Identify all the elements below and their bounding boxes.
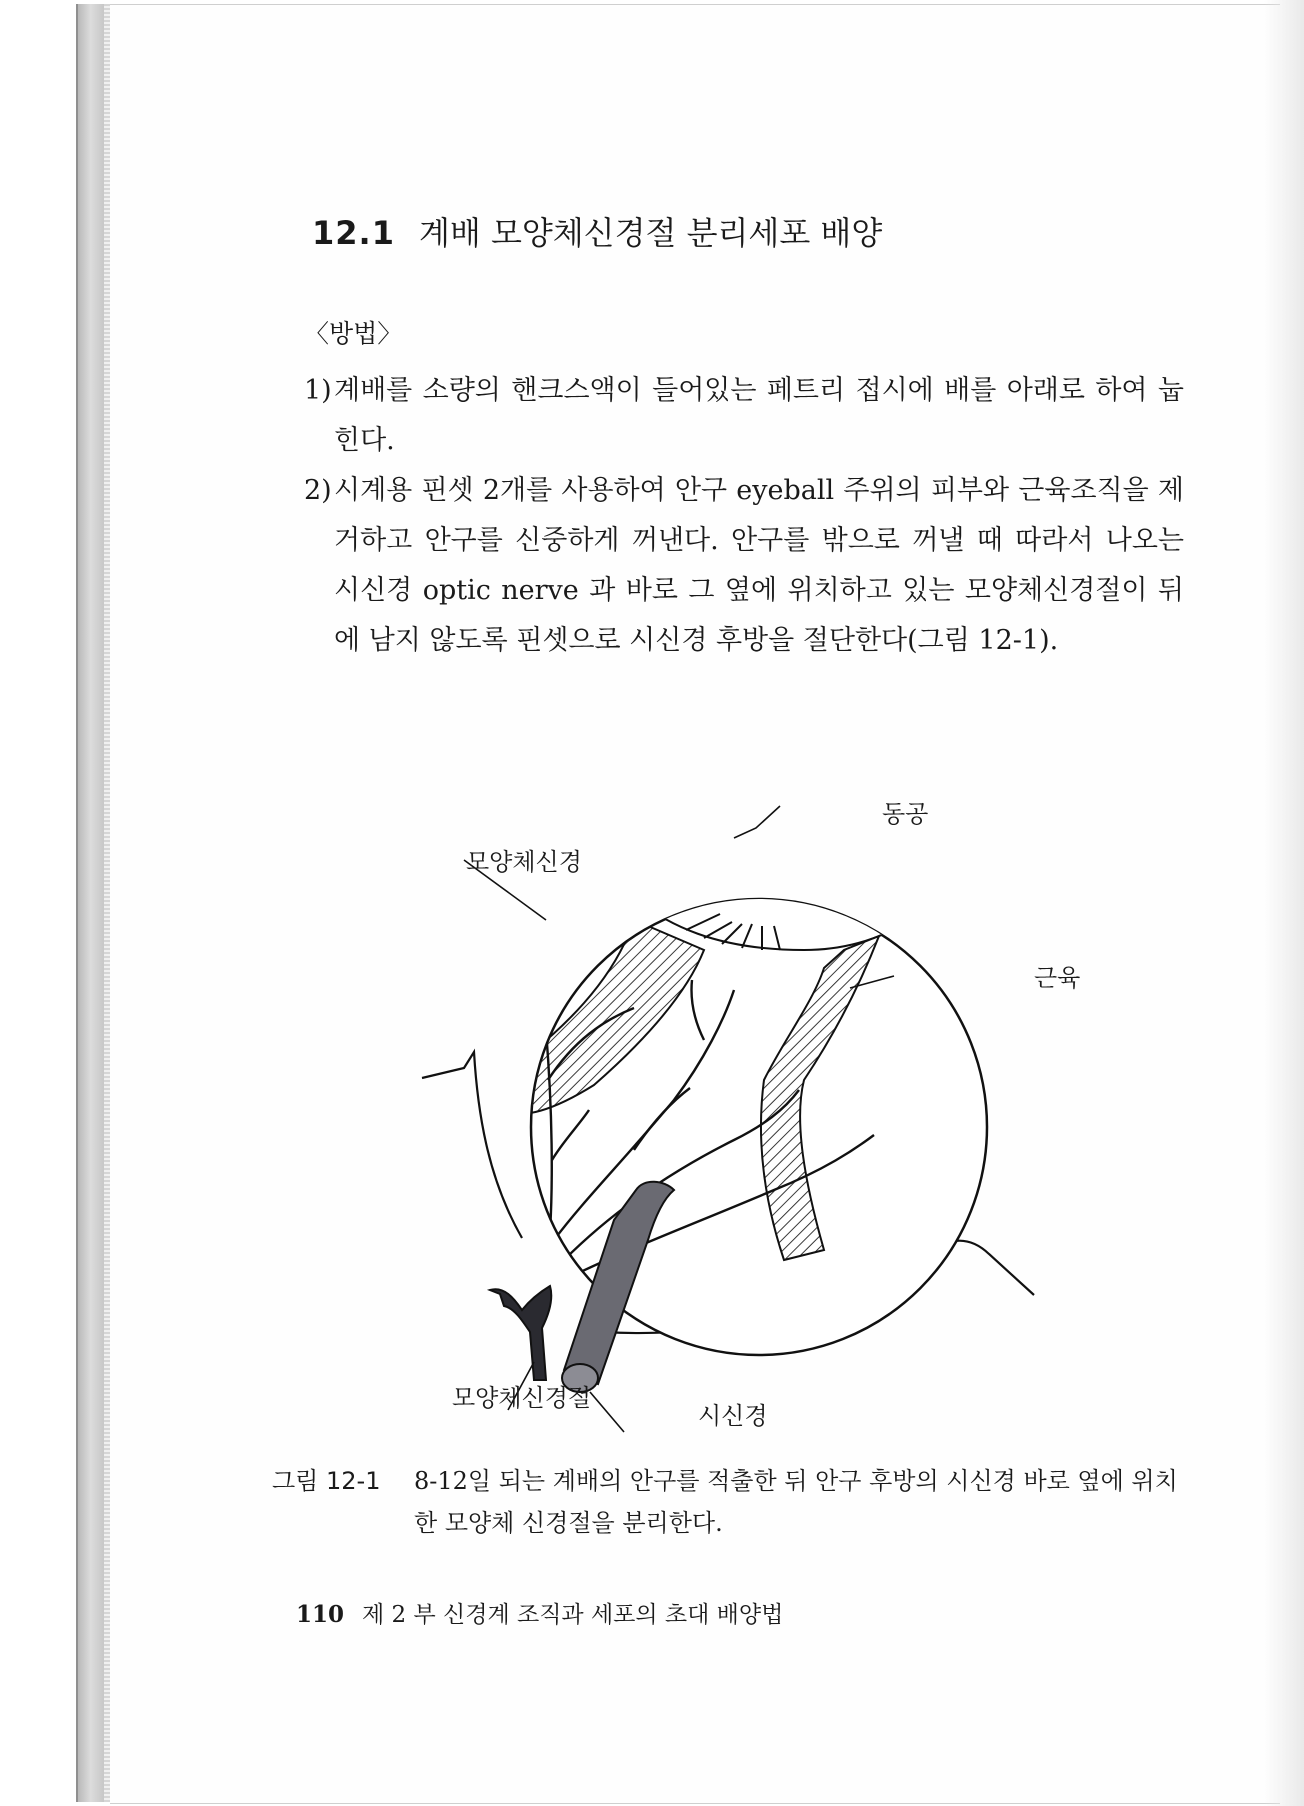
eyeball-illustration [404, 780, 1144, 1440]
ciliary-ganglion [490, 1286, 551, 1380]
pupil [722, 858, 812, 904]
caption-label: 그림 12-1 [272, 1467, 381, 1495]
page-footer [296, 1596, 783, 1629]
step-marker: 2) [304, 475, 332, 506]
page-number: 110 [296, 1601, 345, 1628]
step-text: 계배를 소량의 핸크스액이 들어있는 페트리 접시에 배를 아래로 하여 눕힌다. [334, 375, 1184, 456]
skin-outline-left [422, 1052, 522, 1238]
running-title: 제 2 부 신경계 조직과 세포의 초대 배양법 [362, 1602, 784, 1628]
method-label: 〈방법〉 [304, 319, 403, 348]
label-pupil: 동공 [882, 800, 929, 828]
figure-caption [272, 1460, 1182, 1544]
label-ciliary-nerve: 모양체신경 [466, 848, 582, 876]
book-spine [76, 4, 106, 1802]
step-2 [304, 466, 1184, 666]
eyeball-figure [404, 780, 1144, 1440]
method-steps [304, 366, 1184, 666]
page-shadow [1264, 0, 1304, 1806]
label-optic-nerve: 시신경 [698, 1402, 768, 1430]
label-ciliary-ganglion: 모양체신경절 [452, 1384, 592, 1412]
section-number: 12.1 [312, 214, 395, 252]
step-marker: 1) [304, 375, 332, 406]
section-heading [312, 208, 882, 254]
section-title: 계배 모양체신경절 분리세포 배양 [418, 214, 883, 252]
label-muscle: 근육 [1034, 964, 1081, 992]
step-1 [304, 366, 1184, 466]
step-text: 시계용 핀셋 2개를 사용하여 안구 eyeball 주위의 피부와 근육조직을 제거하고 안구를 신중하게 꺼낸다. 안구를 밖으로 꺼낼 때 따라서 나오는 시신경 optic nerve 과 바로 그 옆에 위치하고 있는 모양체신경절이 뒤에 남지 않도록 핀셋으로 시신경 후방을 절단한다(그림 12-1). [334, 475, 1184, 656]
caption-text: 8-12일 되는 계배의 안구를 적출한 뒤 안구 후방의 시신경 바로 옆에 위치한 모양체 신경절을 분리한다. [414, 1467, 1178, 1537]
